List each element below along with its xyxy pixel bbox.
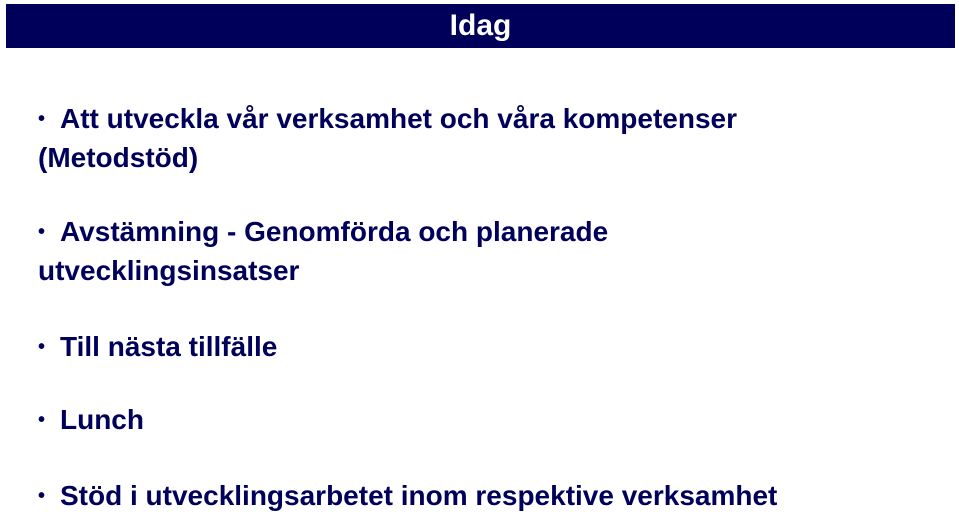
bullet-text: Lunch [60,404,144,435]
bullet-icon: • [38,336,46,358]
bullet-text: Till nästa tillfälle [60,331,278,362]
title-bar [6,4,955,48]
bullet-text: Stöd i utvecklingsarbetet inom respektive verksamhet [60,480,778,511]
bullet-item [38,478,938,517]
bullet-text-continued: utvecklingsinsatser [38,255,300,286]
slide-title: Idag [449,9,512,42]
bullet-text: Avstämning - Genomförda och planerade [60,216,609,247]
bullet-icon: • [38,108,46,130]
bullet-item [38,101,938,176]
bullet-item [38,329,938,368]
bullet-icon: • [38,409,46,431]
bullet-text: Att utveckla vår verksamhet och våra kompetenser [60,103,737,134]
bullet-item [38,402,938,441]
bullet-text-continued: (Metodstöd) [38,142,199,173]
bullet-icon: • [38,485,46,507]
bullet-icon: • [38,221,46,243]
bullet-item [38,214,938,289]
